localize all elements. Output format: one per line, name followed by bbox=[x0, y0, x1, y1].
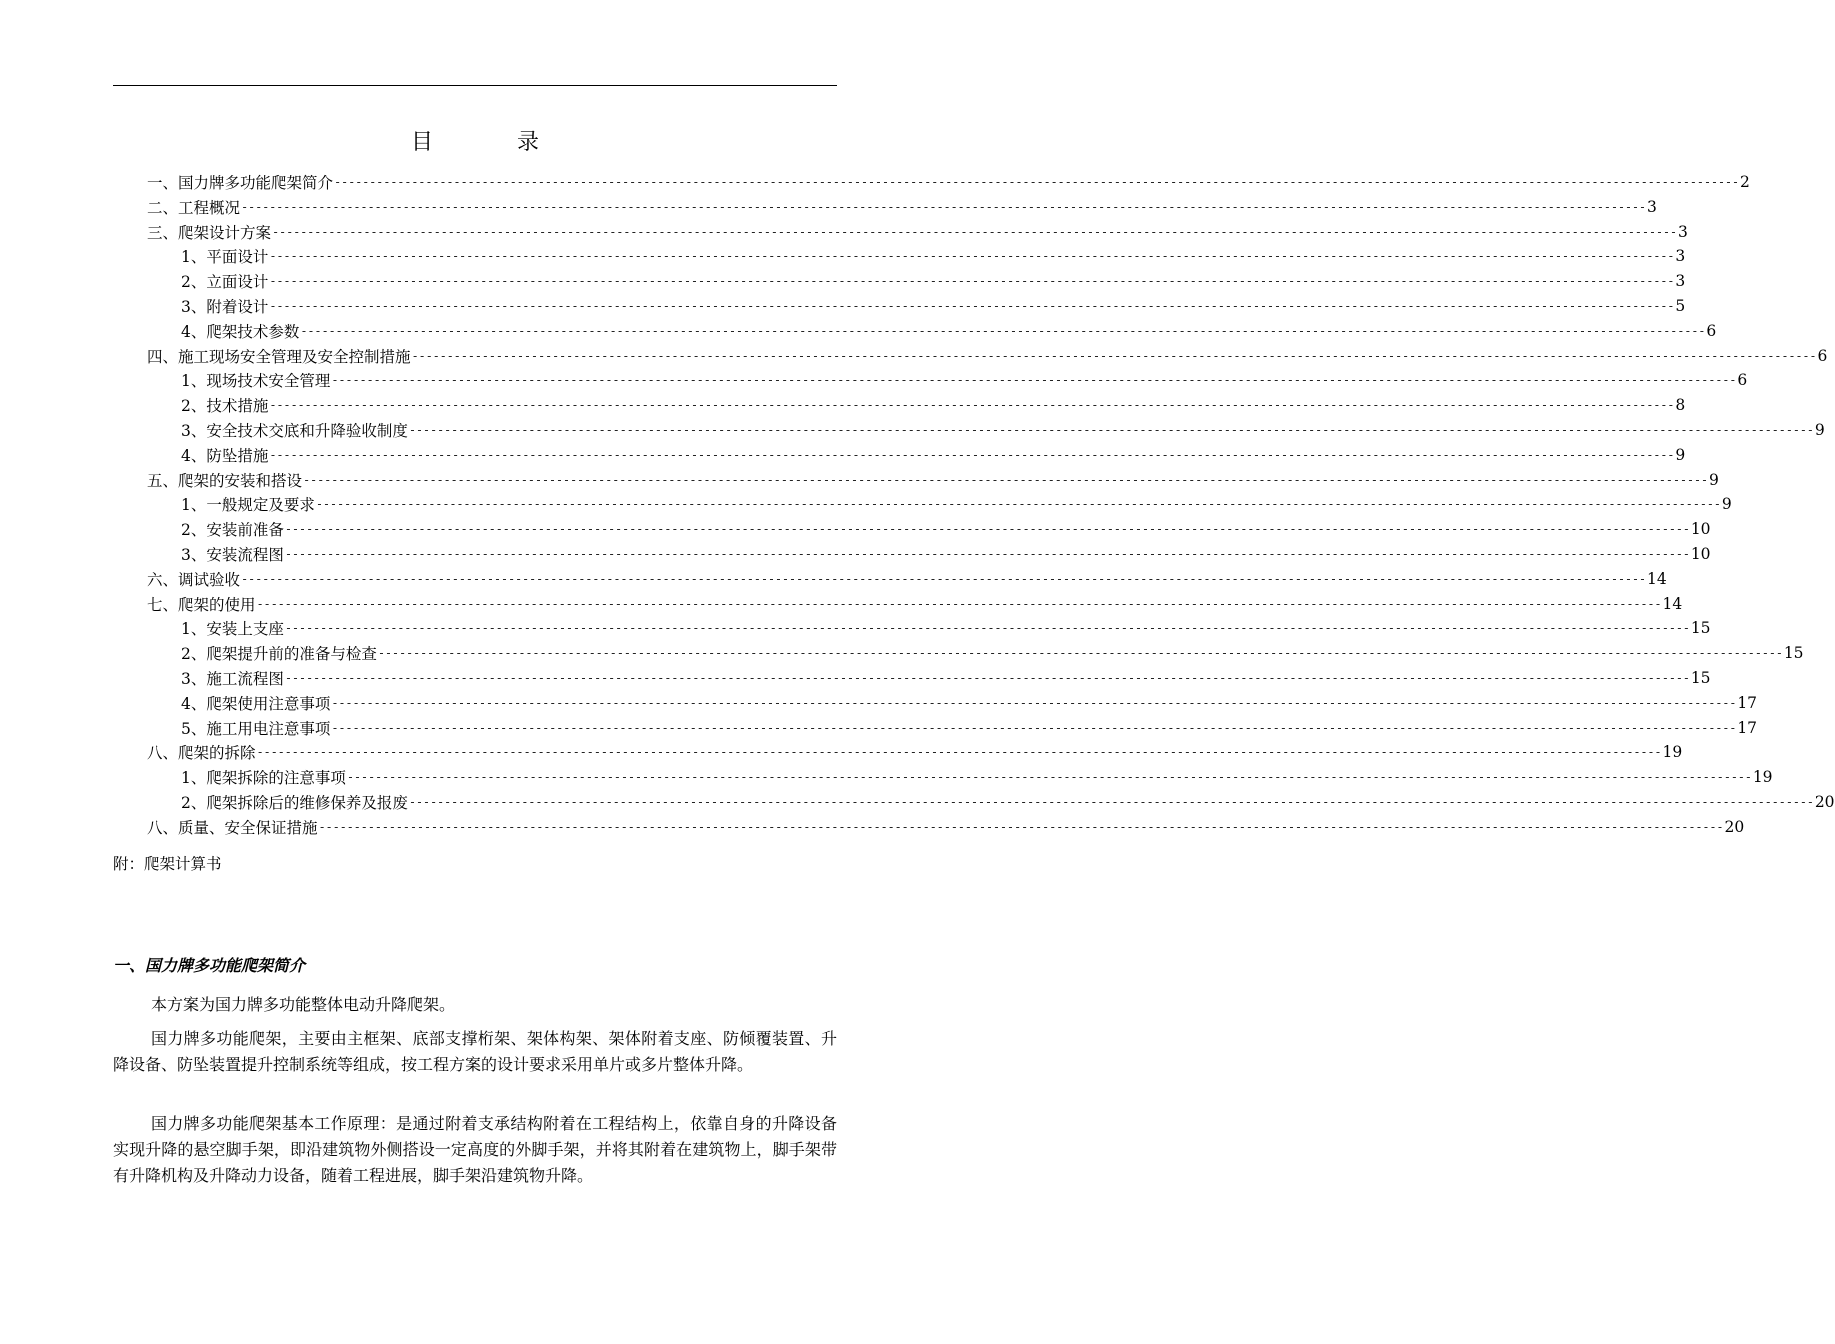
toc-entry-page: 3 bbox=[1675, 247, 1686, 266]
toc-entry-page: 3 bbox=[1675, 272, 1686, 291]
toc-entry-page: 15 bbox=[1690, 669, 1711, 687]
toc-entry[interactable] bbox=[181, 790, 1835, 814]
toc-entry-page: 15 bbox=[1783, 644, 1804, 663]
toc-entry-page: 6 bbox=[1706, 321, 1717, 340]
toc-leader: -------------------------------------------------------------------------------------------------------------------------------------------------------------------------------------------------------- bbox=[331, 373, 1737, 388]
toc-entry[interactable] bbox=[181, 269, 1686, 293]
toc-entry-page: 2 bbox=[1739, 173, 1750, 191]
toc-entry-label: 1、平面设计 bbox=[181, 248, 269, 267]
toc-entry-page: 9 bbox=[1675, 445, 1686, 464]
toc-entry[interactable] bbox=[181, 517, 1711, 541]
paragraph-1: 本方案为国力牌多功能整体电动升降爬架。 bbox=[151, 995, 456, 1014]
toc-leader: -------------------------------------------------------------------------------------------------------------------------------------------------------------------------------------------------------- bbox=[241, 571, 1646, 586]
toc-leader: -------------------------------------------------------------------------------------------------------------------------------------------------------------------------------------------------------- bbox=[346, 770, 1752, 785]
toc-entry-label: 二、工程概况 bbox=[147, 198, 241, 217]
toc-entry-page: 19 bbox=[1752, 768, 1773, 787]
toc-entry-page: 20 bbox=[1814, 793, 1835, 811]
toc-entry-page: 9 bbox=[1708, 470, 1719, 489]
toc-entry-page: 17 bbox=[1737, 693, 1758, 712]
toc-entry-page: 15 bbox=[1690, 619, 1711, 638]
toc-entry[interactable] bbox=[147, 170, 1750, 194]
toc-leader: -------------------------------------------------------------------------------------------------------------------------------------------------------------------------------------------------------- bbox=[272, 224, 1677, 239]
toc-entry-label: 六、调试验收 bbox=[147, 570, 241, 589]
toc-leader: -------------------------------------------------------------------------------------------------------------------------------------------------------------------------------------------------------- bbox=[241, 199, 1646, 214]
toc-leader: -------------------------------------------------------------------------------------------------------------------------------------------------------------------------------------------------------- bbox=[269, 447, 1675, 462]
toc-leader: -------------------------------------------------------------------------------------------------------------------------------------------------------------------------------------------------------- bbox=[334, 175, 1739, 189]
toc-entry-label: 4、爬架技术参数 bbox=[181, 322, 300, 341]
toc-entry-label: 2、爬架提升前的准备与检查 bbox=[181, 645, 377, 664]
toc-entry[interactable] bbox=[181, 368, 1748, 392]
toc-leader: -------------------------------------------------------------------------------------------------------------------------------------------------------------------------------------------------------- bbox=[331, 695, 1737, 710]
toc-entry[interactable] bbox=[181, 641, 1804, 665]
toc-leader: -------------------------------------------------------------------------------------------------------------------------------------------------------------------------------------------------------- bbox=[269, 299, 1675, 313]
toc-entry[interactable] bbox=[181, 294, 1686, 318]
toc-leader: -------------------------------------------------------------------------------------------------------------------------------------------------------------------------------------------------------- bbox=[269, 398, 1675, 413]
toc-leader: -------------------------------------------------------------------------------------------------------------------------------------------------------------------------------------------------------- bbox=[284, 522, 1690, 537]
toc-entry[interactable] bbox=[181, 542, 1711, 566]
toc-entry[interactable] bbox=[181, 319, 1717, 343]
toc-title bbox=[0, 128, 950, 158]
toc-entry-label: 3、附着设计 bbox=[181, 298, 269, 316]
toc-entry-page: 5 bbox=[1675, 297, 1686, 315]
toc-leader: -------------------------------------------------------------------------------------------------------------------------------------------------------------------------------------------------------- bbox=[269, 274, 1675, 289]
appendix-note: 附：爬架计算书 bbox=[113, 855, 222, 873]
toc-leader: -------------------------------------------------------------------------------------------------------------------------------------------------------------------------------------------------------- bbox=[256, 596, 1662, 611]
toc-leader: -------------------------------------------------------------------------------------------------------------------------------------------------------------------------------------------------------- bbox=[408, 423, 1814, 437]
toc-entry-label: 五、爬架的安装和搭设 bbox=[147, 471, 303, 490]
paragraph-3: 国力牌多功能爬架基本工作原理：是通过附着支承结构附着在工程结构上，依靠自身的升降设备实现升降的悬空脚手架，即沿建筑物外侧搭设一定高度的外脚手架，并将其附着在建筑物上，脚手架带有升降机构及升降动力设备，随着工程进展，脚手架沿建筑物升降。 bbox=[113, 1114, 837, 1185]
toc-entry-label: 2、安装前准备 bbox=[181, 521, 284, 540]
toc-entry-page: 20 bbox=[1724, 817, 1745, 836]
paragraph-2: 国力牌多功能爬架，主要由主框架、底部支撑桁架、架体构架、架体附着支座、防倾覆装置、升降设备、防坠装置提升控制系统等组成，按工程方案的设计要求采用单片或多片整体升降。 bbox=[113, 1029, 837, 1074]
toc-entry-page: 14 bbox=[1662, 594, 1683, 613]
toc-entry-label: 2、爬架拆除后的维修保养及报废 bbox=[181, 794, 408, 812]
toc-entry-label: 1、一般规定及要求 bbox=[181, 496, 315, 515]
toc-entry-label: 3、施工流程图 bbox=[181, 670, 284, 688]
toc-entry[interactable] bbox=[147, 344, 1828, 368]
toc-entry-label: 3、安装流程图 bbox=[181, 546, 284, 564]
toc-leader: -------------------------------------------------------------------------------------------------------------------------------------------------------------------------------------------------------- bbox=[284, 671, 1690, 685]
toc-entry[interactable] bbox=[181, 492, 1732, 516]
toc-entry-label: 七、爬架的使用 bbox=[147, 595, 256, 614]
toc-entry-label: 2、技术措施 bbox=[181, 397, 269, 416]
toc-leader: -------------------------------------------------------------------------------------------------------------------------------------------------------------------------------------------------------- bbox=[256, 745, 1662, 760]
toc-entry-page: 14 bbox=[1646, 569, 1667, 588]
toc-leader: -------------------------------------------------------------------------------------------------------------------------------------------------------------------------------------------------------- bbox=[315, 497, 1721, 512]
toc-title-char-2: 录 bbox=[517, 130, 540, 155]
toc-entry[interactable] bbox=[181, 244, 1686, 268]
toc-entry-label: 1、爬架拆除的注意事项 bbox=[181, 769, 346, 788]
toc-entry[interactable] bbox=[181, 691, 1758, 715]
toc-entry-label: 四、施工现场安全管理及安全控制措施 bbox=[147, 347, 411, 366]
toc-entry-label: 1、现场技术安全管理 bbox=[181, 372, 331, 391]
toc-entry[interactable] bbox=[181, 716, 1758, 740]
toc-entry[interactable] bbox=[147, 195, 1657, 219]
toc-leader: -------------------------------------------------------------------------------------------------------------------------------------------------------------------------------------------------------- bbox=[284, 621, 1690, 636]
toc-entry[interactable] bbox=[147, 740, 1683, 764]
toc-entry[interactable] bbox=[147, 220, 1688, 244]
toc-leader: -------------------------------------------------------------------------------------------------------------------------------------------------------------------------------------------------------- bbox=[331, 720, 1737, 735]
toc-leader: -------------------------------------------------------------------------------------------------------------------------------------------------------------------------------------------------------- bbox=[284, 547, 1690, 561]
toc-entry-page: 10 bbox=[1690, 545, 1711, 563]
toc-entry-label: 一、国力牌多功能爬架简介 bbox=[147, 174, 334, 192]
toc-leader: -------------------------------------------------------------------------------------------------------------------------------------------------------------------------------------------------------- bbox=[411, 348, 1817, 363]
toc-entry-label: 1、安装上支座 bbox=[181, 620, 284, 639]
toc-title-char-1: 目 bbox=[410, 130, 433, 155]
toc-entry-label: 4、防坠措施 bbox=[181, 446, 269, 465]
toc-entry[interactable] bbox=[181, 616, 1711, 640]
toc-entry-page: 8 bbox=[1675, 396, 1686, 415]
toc-leader: -------------------------------------------------------------------------------------------------------------------------------------------------------------------------------------------------------- bbox=[300, 323, 1706, 338]
toc-entry[interactable] bbox=[147, 815, 1745, 839]
toc-entry[interactable] bbox=[147, 592, 1683, 616]
toc-entry-page: 9 bbox=[1814, 421, 1825, 439]
toc-entry-label: 八、爬架的拆除 bbox=[147, 744, 256, 763]
toc-entry-label: 3、安全技术交底和升降验收制度 bbox=[181, 422, 408, 440]
toc-entry-label: 三、爬架设计方案 bbox=[147, 223, 272, 242]
toc-entry-page: 19 bbox=[1662, 743, 1683, 762]
toc-entry-page: 6 bbox=[1817, 346, 1828, 365]
toc-entry-label: 八、质量、安全保证措施 bbox=[147, 818, 318, 837]
toc-entry-page: 17 bbox=[1737, 718, 1758, 737]
toc-entry[interactable] bbox=[147, 567, 1667, 591]
toc-entry[interactable] bbox=[147, 468, 1719, 492]
toc-leader: -------------------------------------------------------------------------------------------------------------------------------------------------------------------------------------------------------- bbox=[377, 646, 1783, 661]
toc-entry-label: 4、爬架使用注意事项 bbox=[181, 694, 331, 713]
toc-entry[interactable] bbox=[181, 393, 1686, 417]
toc-entry[interactable] bbox=[181, 666, 1711, 690]
toc-entry-label: 2、立面设计 bbox=[181, 273, 269, 292]
toc-entry[interactable] bbox=[181, 418, 1825, 442]
toc-entry-label: 5、施工用电注意事项 bbox=[181, 719, 331, 738]
toc-leader: -------------------------------------------------------------------------------------------------------------------------------------------------------------------------------------------------------- bbox=[318, 819, 1724, 834]
toc-leader: -------------------------------------------------------------------------------------------------------------------------------------------------------------------------------------------------------- bbox=[269, 249, 1675, 264]
toc-leader: -------------------------------------------------------------------------------------------------------------------------------------------------------------------------------------------------------- bbox=[303, 472, 1708, 487]
toc-leader: -------------------------------------------------------------------------------------------------------------------------------------------------------------------------------------------------------- bbox=[408, 795, 1814, 809]
section-heading: 一、国力牌多功能爬架简介 bbox=[113, 956, 306, 975]
header-rule bbox=[113, 85, 837, 86]
toc-entry[interactable] bbox=[181, 765, 1773, 789]
toc-entry-page: 3 bbox=[1677, 222, 1688, 241]
toc-entry-page: 6 bbox=[1737, 371, 1748, 390]
toc-entry-page: 10 bbox=[1690, 520, 1711, 539]
toc-entry-page: 3 bbox=[1646, 197, 1657, 216]
toc-entry[interactable] bbox=[181, 443, 1686, 467]
toc-entry-page: 9 bbox=[1721, 495, 1732, 514]
